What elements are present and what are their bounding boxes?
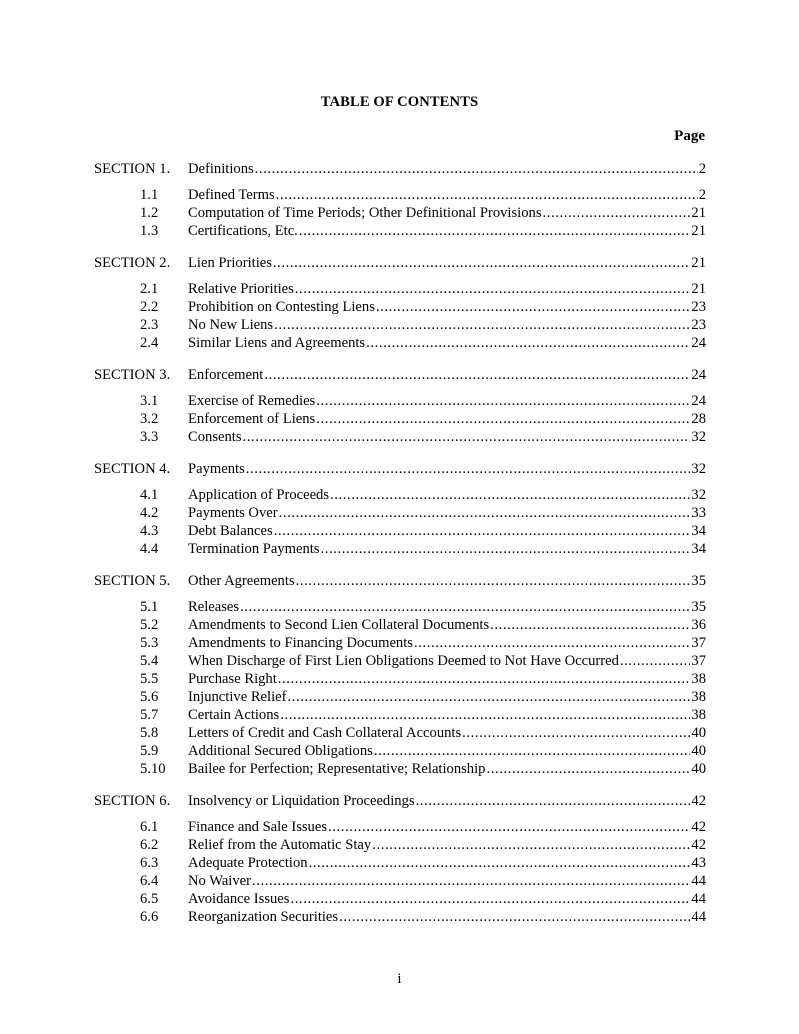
subsection-number: 2.1 (140, 281, 159, 297)
subsection-page-number: 34 (691, 523, 706, 539)
subsection-page-number: 44 (691, 891, 706, 907)
subsection-title: Payments Over (188, 505, 278, 521)
section-title: Definitions (188, 161, 254, 177)
subsection-number: 4.3 (140, 523, 159, 539)
subsection-title: When Discharge of First Lien Obligations Deemed to Not Have Occurred (188, 653, 619, 669)
subsection-number: 5.8 (140, 725, 159, 741)
subsection-number: 1.3 (140, 223, 159, 239)
subsection-title: Releases (188, 599, 240, 615)
toc-subsection-entry[interactable] (94, 908, 706, 926)
dot-leader (486, 760, 690, 778)
subsection-title: Similar Liens and Agreements (188, 335, 366, 351)
toc-section-entry[interactable] (94, 792, 706, 810)
section-title: Payments (188, 461, 245, 477)
subsection-number: 5.2 (140, 617, 159, 633)
dot-leader (374, 742, 691, 760)
subsection-number: 6.2 (140, 837, 159, 853)
dot-leader (372, 836, 690, 854)
toc-subsection-entry[interactable] (94, 392, 706, 410)
subsection-title: Finance and Sale Issues (188, 819, 328, 835)
subsection-title: Prohibition on Contesting Liens (188, 299, 375, 315)
subsection-number: 3.2 (140, 411, 159, 427)
toc-section-entry[interactable] (94, 160, 706, 178)
subsection-number: 2.4 (140, 335, 159, 351)
subsection-page-number: 33 (691, 505, 706, 521)
toc-section-entry[interactable] (94, 254, 706, 272)
subsection-title: Debt Balances (188, 523, 273, 539)
dot-leader (316, 392, 690, 410)
toc-subsection-entry[interactable] (94, 706, 706, 724)
toc-section-entry[interactable] (94, 366, 706, 384)
section-title: Insolvency or Liquidation Proceedings (188, 793, 415, 809)
section-title: Other Agreements (188, 573, 295, 589)
section-number: SECTION 5. (94, 573, 171, 589)
toc-subsection-entry[interactable] (94, 186, 706, 204)
section-page-number: 2 (698, 161, 706, 177)
dot-leader (339, 908, 690, 926)
subsection-number: 5.3 (140, 635, 159, 651)
subsection-page-number: 43 (691, 855, 706, 871)
subsection-title: Certain Actions (188, 707, 280, 723)
section-title: Lien Priorities (188, 255, 272, 271)
subsection-page-number: 42 (691, 837, 706, 853)
subsection-page-number: 23 (691, 299, 706, 315)
subsection-number: 6.1 (140, 819, 159, 835)
section-number: SECTION 2. (94, 255, 171, 271)
dot-leader (414, 634, 690, 652)
toc-subsection-entry[interactable] (94, 504, 706, 522)
section-page-number: 21 (691, 255, 706, 271)
subsection-page-number: 35 (691, 599, 706, 615)
dot-leader (295, 280, 691, 298)
toc-subsection-entry[interactable] (94, 688, 706, 706)
toc-subsection-entry[interactable] (94, 540, 706, 558)
dot-leader (287, 688, 690, 706)
toc-subsection-entry[interactable] (94, 280, 706, 298)
toc-section (94, 160, 706, 240)
subsection-title: No Waiver (188, 873, 251, 889)
subsection-page-number: 34 (691, 541, 706, 557)
toc-subsection-entry[interactable] (94, 598, 706, 616)
page-title: TABLE OF CONTENTS (320, 94, 479, 110)
subsection-number: 5.5 (140, 671, 159, 687)
subsection-title: Letters of Credit and Cash Collateral Accounts (188, 725, 462, 741)
section-number: SECTION 1. (94, 161, 171, 177)
subsection-page-number: 44 (691, 873, 706, 889)
subsection-title: Injunctive Relief (188, 689, 287, 705)
dot-leader (274, 522, 691, 540)
toc-subsection-entry[interactable] (94, 298, 706, 316)
subsection-page-number: 32 (691, 429, 706, 445)
dot-leader (279, 504, 691, 522)
subsection-page-number: 2 (698, 187, 706, 203)
subsection-number: 6.6 (140, 909, 159, 925)
subsection-number: 6.4 (140, 873, 159, 889)
section-page-number: 42 (691, 793, 706, 809)
dot-leader (316, 410, 690, 428)
toc-subsection-entry[interactable] (94, 522, 706, 540)
subsection-page-number: 42 (691, 819, 706, 835)
subsection-title: Relative Priorities (188, 281, 294, 297)
subsection-number: 4.2 (140, 505, 159, 521)
subsection-title: Amendments to Second Lien Collateral Documents (188, 617, 490, 633)
subsection-number: 5.10 (140, 761, 166, 777)
dot-leader (620, 652, 690, 670)
subsection-number: 5.4 (140, 653, 159, 669)
subsection-number: 5.1 (140, 599, 159, 615)
toc-subsection-entry[interactable] (94, 742, 706, 760)
section-title: Enforcement (188, 367, 264, 383)
table-of-contents (94, 160, 706, 940)
dot-leader (278, 670, 691, 688)
toc-subsection-entry[interactable] (94, 836, 706, 854)
toc-subsection-entry[interactable] (94, 428, 706, 446)
subsection-page-number: 24 (691, 335, 706, 351)
subsection-title: Application of Proceeds (188, 487, 330, 503)
toc-section (94, 572, 706, 778)
subsection-title: Relief from the Automatic Stay (188, 837, 372, 853)
subsection-page-number: 36 (691, 617, 706, 633)
section-page-number: 32 (691, 461, 706, 477)
subsection-title: Exercise of Remedies (188, 393, 316, 409)
subsection-page-number: 38 (691, 707, 706, 723)
toc-subsection-entry[interactable] (94, 670, 706, 688)
toc-subsection-entry[interactable] (94, 616, 706, 634)
toc-section (94, 460, 706, 558)
subsection-page-number: 32 (691, 487, 706, 503)
toc-subsection-entry[interactable] (94, 486, 706, 504)
subsection-page-number: 21 (691, 205, 706, 221)
dot-leader (321, 540, 691, 558)
subsection-title: Defined Terms (188, 187, 275, 203)
toc-subsection-entry[interactable] (94, 410, 706, 428)
subsection-number: 3.3 (140, 429, 159, 445)
subsection-page-number: 37 (691, 653, 706, 669)
dot-leader (309, 854, 691, 872)
subsection-page-number: 21 (691, 281, 706, 297)
subsection-title: Termination Payments (188, 541, 320, 557)
dot-leader (264, 366, 690, 384)
subsection-number: 1.2 (140, 205, 159, 221)
dot-leader (252, 872, 690, 890)
subsection-title: Bailee for Perfection; Representative; Relationship (188, 761, 486, 777)
dot-leader (255, 160, 698, 178)
toc-section (94, 792, 706, 926)
subsection-number: 6.5 (140, 891, 159, 907)
subsection-title: Amendments to Financing Documents (188, 635, 413, 651)
subsection-number: 4.1 (140, 487, 159, 503)
dot-leader (416, 792, 691, 810)
subsection-number: 6.3 (140, 855, 159, 871)
dot-leader (246, 460, 691, 478)
subsection-number: 5.9 (140, 743, 159, 759)
subsection-page-number: 24 (691, 393, 706, 409)
toc-subsection-entry[interactable] (94, 890, 706, 908)
dot-leader (296, 572, 691, 590)
subsection-number: 1.1 (140, 187, 159, 203)
dot-leader (243, 428, 691, 446)
subsection-title: Enforcement of Liens (188, 411, 316, 427)
toc-subsection-entry[interactable] (94, 872, 706, 890)
subsection-title: Consents (188, 429, 242, 445)
subsection-number: 3.1 (140, 393, 159, 409)
toc-section-entry[interactable] (94, 572, 706, 590)
toc-subsection-entry[interactable] (94, 854, 706, 872)
section-number: SECTION 4. (94, 461, 171, 477)
dot-leader (280, 706, 690, 724)
toc-subsection-entry[interactable] (94, 760, 706, 778)
subsection-title: Computation of Time Periods; Other Definitional Provisions (188, 205, 542, 221)
dot-leader (299, 222, 691, 240)
subsection-page-number: 38 (691, 671, 706, 687)
subsection-page-number: 38 (691, 689, 706, 705)
dot-leader (273, 254, 691, 272)
subsection-title: Certifications, Etc. (188, 223, 298, 239)
toc-subsection-entry[interactable] (94, 334, 706, 352)
toc-subsection-entry[interactable] (94, 652, 706, 670)
subsection-number: 5.7 (140, 707, 159, 723)
subsection-title: Avoidance Issues (188, 891, 290, 907)
toc-subsection-entry[interactable] (94, 634, 706, 652)
subsection-title: Adequate Protection (188, 855, 308, 871)
dot-leader (276, 186, 698, 204)
subsection-number: 5.6 (140, 689, 159, 705)
dot-leader (543, 204, 691, 222)
subsection-title: Reorganization Securities (188, 909, 339, 925)
subsection-page-number: 40 (691, 725, 706, 741)
subsection-number: 4.4 (140, 541, 159, 557)
dot-leader (328, 818, 690, 836)
dot-leader (462, 724, 690, 742)
footer-page-number: i (397, 971, 402, 987)
subsection-page-number: 23 (691, 317, 706, 333)
subsection-number: 2.2 (140, 299, 159, 315)
subsection-title: Additional Secured Obligations (188, 743, 373, 759)
subsection-page-number: 40 (691, 761, 706, 777)
toc-subsection-entry[interactable] (94, 818, 706, 836)
toc-subsection-entry[interactable] (94, 222, 706, 240)
dot-leader (490, 616, 690, 634)
dot-leader (330, 486, 690, 504)
section-number: SECTION 3. (94, 367, 171, 383)
toc-section-entry[interactable] (94, 460, 706, 478)
page-column-header: Page (674, 128, 705, 144)
subsection-page-number: 28 (691, 411, 706, 427)
subsection-page-number: 44 (691, 909, 706, 925)
section-page-number: 35 (691, 573, 706, 589)
subsection-number: 2.3 (140, 317, 159, 333)
toc-section (94, 366, 706, 446)
dot-leader (290, 890, 690, 908)
dot-leader (376, 298, 691, 316)
toc-subsection-entry[interactable] (94, 316, 706, 334)
subsection-page-number: 40 (691, 743, 706, 759)
section-number: SECTION 6. (94, 793, 171, 809)
section-page-number: 24 (691, 367, 706, 383)
subsection-page-number: 37 (691, 635, 706, 651)
toc-section (94, 254, 706, 352)
toc-subsection-entry[interactable] (94, 724, 706, 742)
toc-subsection-entry[interactable] (94, 204, 706, 222)
dot-leader (240, 598, 690, 616)
dot-leader (366, 334, 690, 352)
subsection-title: Purchase Right (188, 671, 277, 687)
subsection-title: No New Liens (188, 317, 274, 333)
dot-leader (274, 316, 690, 334)
subsection-page-number: 21 (691, 223, 706, 239)
